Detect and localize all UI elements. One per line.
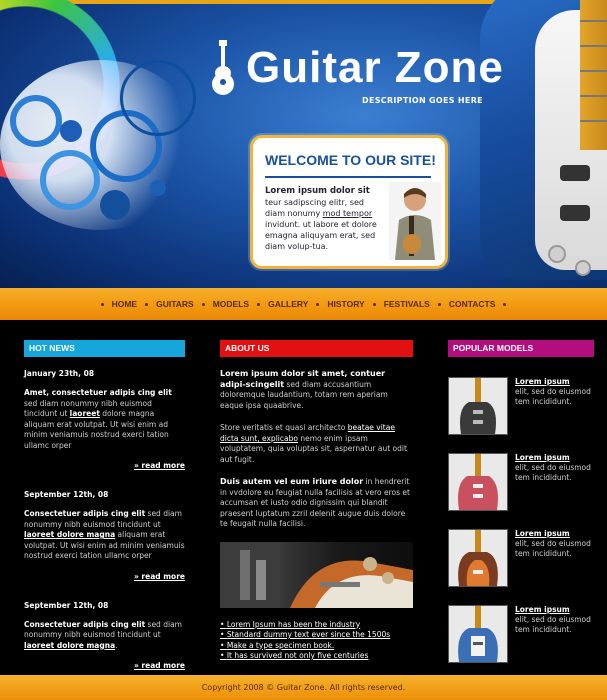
model-thumbnail[interactable] <box>448 529 508 587</box>
welcome-text <box>265 186 383 252</box>
read-more-link[interactable] <box>24 461 185 470</box>
circle-decoration <box>100 190 130 220</box>
popular-title: POPULAR MODELS <box>448 340 594 357</box>
about-paragraph <box>220 477 413 530</box>
about-lead: Duis autem vel eum iriure dolor <box>220 477 364 486</box>
hot-news-column <box>24 340 185 670</box>
about-list-item[interactable]: • Make a type specimen book. <box>220 641 413 652</box>
news-date: January 23th, 08 <box>24 369 95 378</box>
popular-models-column <box>448 340 594 661</box>
about-list <box>220 620 413 662</box>
model-item <box>448 377 594 433</box>
guitar-closeup-photo <box>220 542 413 608</box>
guitar-icon <box>210 40 236 96</box>
about-text: in hendrerit in vvdolore eu feugiat nulla facilisis at vero eros et accumsan et iusto odio dignissim qui blandit praesent luptatum zzril delenit augue duis dolore te feugait nulla facilisi. <box>220 477 410 528</box>
read-more-link[interactable] <box>24 661 185 670</box>
read-more-label: read more <box>141 571 185 581</box>
nav-separator <box>503 303 506 306</box>
about-text: sed diam accusantium doloremque laudantium, totam rem aperiam eaque ipsa quaabrive. <box>220 379 388 410</box>
news-text: dolore magna aliquam erat volutpat. Ut wisi enim ad minim veniamuis nostrud exerci tation ullamc orper <box>24 409 169 450</box>
news-text: sed diam nonummy nibh euismod tincidunt ut <box>24 509 182 529</box>
read-more-link[interactable] <box>24 572 185 581</box>
guitar-pickup <box>560 165 590 181</box>
site-logo[interactable] <box>210 40 504 96</box>
guitar-pickup <box>560 205 590 221</box>
model-item <box>448 453 594 509</box>
circle-decoration <box>40 150 100 210</box>
nav-item-festivals[interactable]: FESTIVALS <box>383 299 430 309</box>
read-more-label: read more <box>141 461 185 470</box>
about-text: Store veritatis et quasi architecto <box>220 423 348 432</box>
about-text: nemo enim ipsam voluptatem, quia voluptas sit, aspernatur aut odit aut fugit. <box>220 433 407 464</box>
nav-item-contacts[interactable]: CONTACTS <box>448 299 496 309</box>
news-lead: Consectetuer adipis cing elit <box>24 509 146 518</box>
nav-item-history[interactable]: HISTORY <box>327 299 365 309</box>
model-name[interactable]: Lorem ipsum <box>515 605 570 614</box>
guitar-fret <box>580 70 607 72</box>
guitar-knob <box>575 260 591 276</box>
news-link[interactable]: laoreet dolore magna <box>24 530 116 539</box>
guitar-knob <box>548 245 566 263</box>
welcome-box <box>250 135 448 269</box>
site-tagline: DESCRIPTION GOES HERE <box>362 96 483 105</box>
footer <box>0 675 607 700</box>
read-more-label: read more <box>141 661 185 670</box>
about-paragraph <box>220 423 413 465</box>
nav-item-gallery[interactable]: GALLERY <box>268 299 309 309</box>
model-name[interactable]: Lorem ipsum <box>515 529 570 538</box>
model-item <box>448 605 594 661</box>
copyright-text: Copyright 2008 © Guitar Zone. All rights reserved. <box>201 683 406 692</box>
model-thumbnail[interactable] <box>448 605 508 663</box>
news-item <box>24 509 185 562</box>
welcome-link[interactable]: mod tempor <box>322 209 373 218</box>
about-link[interactable]: beatae vitae dicta sunt, explicabo <box>220 423 395 443</box>
nav-item-models[interactable]: MODELS <box>212 299 250 309</box>
news-date: September 12th, 08 <box>24 490 109 499</box>
model-text <box>515 529 595 559</box>
news-text: sed diam nonummy nibh euismod tincidunt ut <box>24 398 152 418</box>
model-item <box>448 529 594 585</box>
news-item <box>24 620 185 652</box>
about-paragraph <box>220 369 413 411</box>
model-text <box>515 453 595 483</box>
nav-item-guitars[interactable]: GUITARS <box>156 299 194 309</box>
about-column <box>220 340 413 683</box>
news-item <box>24 388 185 451</box>
guitar-fret <box>580 95 607 97</box>
guitar-fret <box>580 120 607 122</box>
model-text <box>515 377 595 407</box>
welcome-divider <box>265 176 431 178</box>
circle-decoration <box>120 60 196 136</box>
news-date: September 12th, 08 <box>24 600 109 610</box>
guitar-neck-graphic <box>580 0 607 150</box>
model-text <box>515 605 595 635</box>
model-name[interactable]: Lorem ipsum <box>515 453 570 462</box>
main-nav <box>0 288 607 320</box>
about-list-item[interactable]: • Lorem Ipsum has been the industry <box>220 620 413 631</box>
guitarist-photo <box>389 182 441 260</box>
model-description: elit, sed do eiusmod tem incididunt. <box>515 539 591 558</box>
model-name[interactable]: Lorem ipsum <box>515 377 570 386</box>
circle-decoration <box>10 95 62 147</box>
about-list-item[interactable]: • It has survived not only five centuries <box>220 651 413 662</box>
arrow-icon: » <box>133 571 142 581</box>
news-text: sed diam nonummy nibh euismod tincidunt ut <box>24 619 182 639</box>
header-banner <box>0 0 607 288</box>
arrow-icon: » <box>133 461 142 470</box>
about-title: ABOUT US <box>220 340 413 357</box>
model-thumbnail[interactable] <box>448 377 508 435</box>
news-text: . <box>115 640 118 650</box>
circle-decoration <box>150 180 166 196</box>
news-link[interactable]: laoreet dolore magna <box>24 640 116 650</box>
welcome-heading: Lorem ipsum dolor sit <box>265 186 370 196</box>
news-text: aliquam erat volutpat. Ut wisi enim ad minim veniamuis nostrud exerci tation ullamc orper <box>24 530 185 560</box>
news-link[interactable]: laoreet <box>69 409 100 418</box>
site-title: Guitar Zone <box>246 43 504 92</box>
guitar-fret <box>580 20 607 22</box>
about-list-item[interactable]: • Standard dummy text ever since the 1500s <box>220 630 413 641</box>
hot-news-title: HOT NEWS <box>24 340 185 357</box>
nav-item-home[interactable]: HOME <box>111 299 138 309</box>
model-description: elit, sed do eiusmod tem incididunt. <box>515 387 591 406</box>
model-description: elit, sed do eiusmod tem incididunt. <box>515 463 591 482</box>
welcome-body-start: teur sadipscing elitr, sed diam nonumy <box>265 198 364 218</box>
circle-decoration <box>60 120 82 142</box>
welcome-body-end: invidunt. ut labore et dolore emagna aliquyam erat, sed diam volup-tua. <box>265 220 377 251</box>
welcome-title: WELCOME TO OUR SITE! <box>265 152 436 168</box>
model-description: elit, sed do eiusmod tem incididunt. <box>515 615 591 634</box>
about-lead: Lorem ipsum dolor sit amet, contuer adipi-scingelit <box>220 369 386 389</box>
arrow-icon: » <box>133 661 142 670</box>
news-lead: Consectetuer adipis cing elit <box>24 619 146 629</box>
model-thumbnail[interactable] <box>448 453 508 511</box>
news-lead: Amet, consectetuer adipis cing elit <box>24 388 172 397</box>
guitar-fret <box>580 45 607 47</box>
